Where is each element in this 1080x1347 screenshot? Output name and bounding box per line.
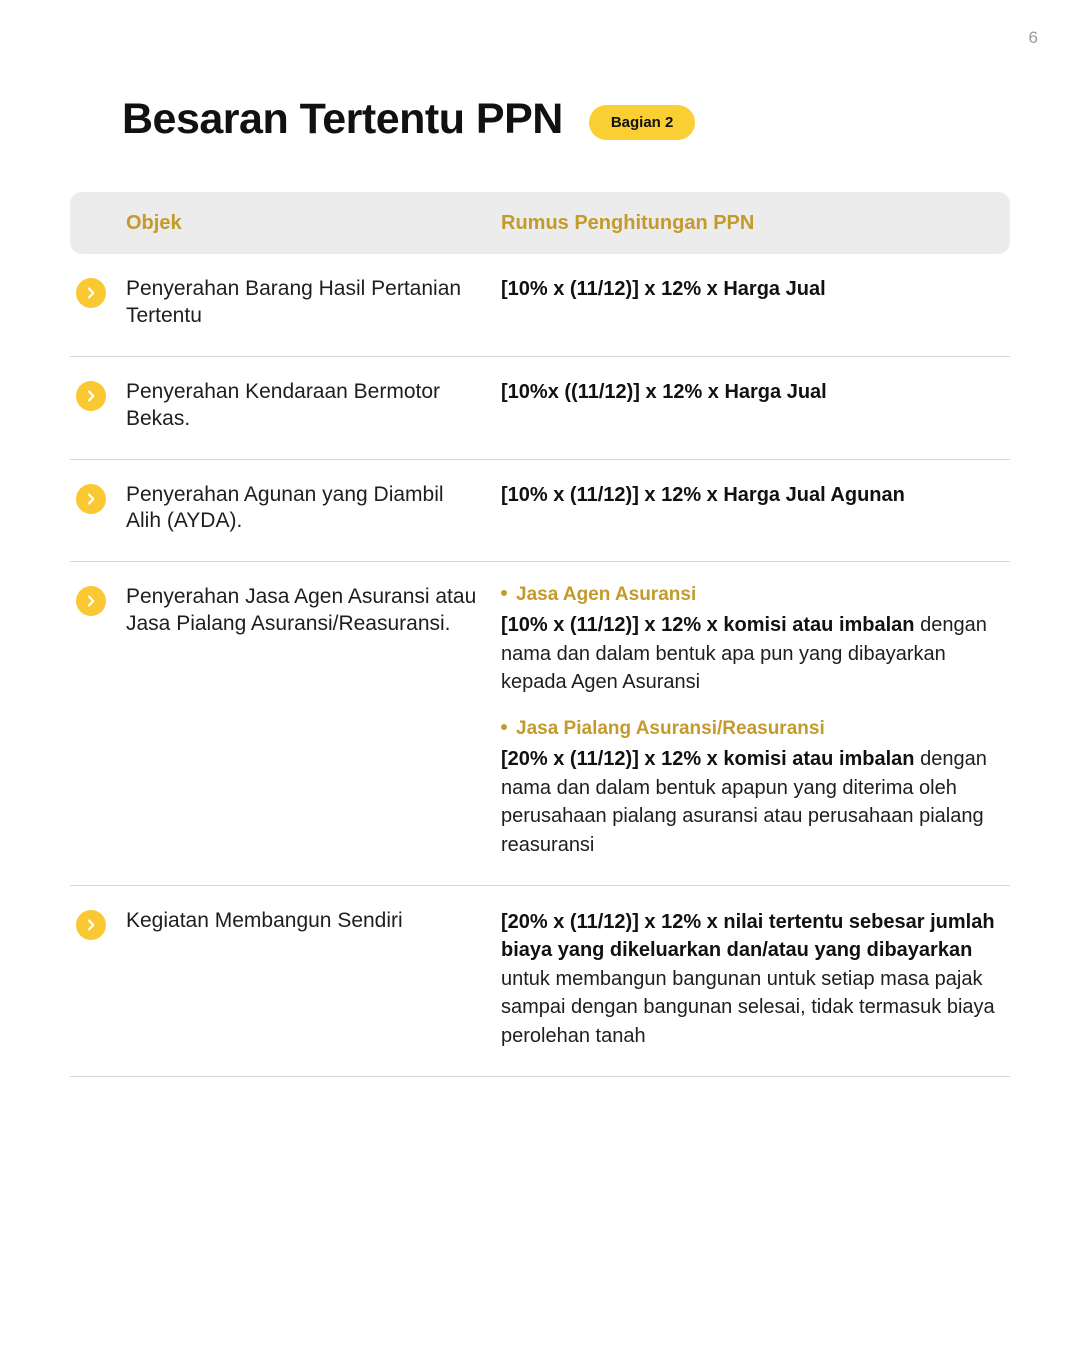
row-formula bbox=[501, 276, 1010, 303]
row-formula-bold: [10%x ((11/12)] x 12% x Harga Jual bbox=[501, 380, 827, 403]
row-formula bbox=[501, 584, 1010, 859]
page-number: 6 bbox=[1028, 28, 1038, 47]
row-formula bbox=[501, 482, 1010, 509]
chevron-right-icon bbox=[76, 381, 106, 411]
chevron-right-icon bbox=[76, 910, 106, 940]
bullet-dot-icon bbox=[501, 724, 507, 730]
table-row bbox=[70, 562, 1010, 886]
bottom-spacer bbox=[70, 1077, 1010, 1257]
row-formula bbox=[501, 379, 1010, 406]
table-row bbox=[70, 254, 1010, 357]
page-title: Besaran Tertentu PPN bbox=[122, 95, 563, 143]
section-badge: Bagian 2 bbox=[589, 105, 696, 140]
row-formula-bold: [10% x (11/12)] x 12% x Harga Jual Agunan bbox=[501, 483, 905, 506]
sub-item-formula-rest: dengan nama dan dalam bentuk apapun yang diterima oleh perusahaan pialang asuransi atau perusahaan pialang reasuransi bbox=[501, 748, 987, 856]
table-row bbox=[70, 357, 1010, 460]
sub-item bbox=[501, 584, 1010, 696]
row-object-label: Kegiatan Membangun Sendiri bbox=[126, 908, 403, 932]
chevron-right-icon bbox=[76, 278, 106, 308]
sub-item-title: Jasa Pialang Asuransi/Reasuransi bbox=[516, 718, 825, 740]
row-formula-text bbox=[501, 908, 1010, 1050]
sub-item-title-row bbox=[501, 584, 1010, 606]
sub-item-formula-rest: dengan nama dan dalam bentuk apa pun yang dibayarkan kepada Agen Asuransi bbox=[501, 614, 987, 694]
slide-content bbox=[70, 95, 1010, 1257]
sub-item-title-row bbox=[501, 718, 1010, 740]
table-header-row bbox=[70, 192, 1010, 254]
column-header-rumus: Rumus Penghitungan PPN bbox=[501, 211, 755, 234]
row-object-label: Penyerahan Kendaraan Bermotor Bekas. bbox=[126, 379, 441, 430]
sub-item-formula-bold: [20% x (11/12)] x 12% x komisi atau imbalan bbox=[501, 748, 915, 771]
row-object-label: Penyerahan Jasa Agen Asuransi atau Jasa Pialang Asuransi/Reasuransi. bbox=[126, 585, 477, 636]
column-header-objek: Objek bbox=[126, 211, 182, 234]
chevron-right-icon bbox=[76, 484, 106, 514]
ppn-table bbox=[70, 192, 1010, 1077]
sub-item bbox=[501, 718, 1010, 859]
row-formula-rest: untuk membangun bangunan untuk setiap masa pajak sampai dengan bangunan selesai, tidak termasuk biaya perolehan tanah bbox=[501, 967, 995, 1047]
sub-item-text bbox=[501, 745, 1010, 859]
sub-item-title: Jasa Agen Asuransi bbox=[516, 584, 697, 606]
sub-item-text bbox=[501, 611, 1010, 696]
bullet-dot-icon bbox=[501, 590, 507, 596]
table-row bbox=[70, 460, 1010, 563]
title-row bbox=[122, 95, 1010, 144]
sub-item-formula-bold: [10% x (11/12)] x 12% x komisi atau imbalan bbox=[501, 614, 915, 637]
chevron-right-icon bbox=[76, 586, 106, 616]
row-formula-bold: [10% x (11/12)] x 12% x Harga Jual bbox=[501, 278, 826, 300]
row-formula-bold: [20% x (11/12)] x 12% x nilai tertentu sebesar jumlah biaya yang dikeluarkan dan/atau yang dibayarkan bbox=[501, 910, 995, 962]
row-formula bbox=[501, 908, 1010, 1050]
row-object-label: Penyerahan Barang Hasil Pertanian Tertentu bbox=[126, 277, 462, 327]
row-object-label: Penyerahan Agunan yang Diambil Alih (AYDA). bbox=[126, 482, 444, 533]
table-row bbox=[70, 886, 1010, 1077]
